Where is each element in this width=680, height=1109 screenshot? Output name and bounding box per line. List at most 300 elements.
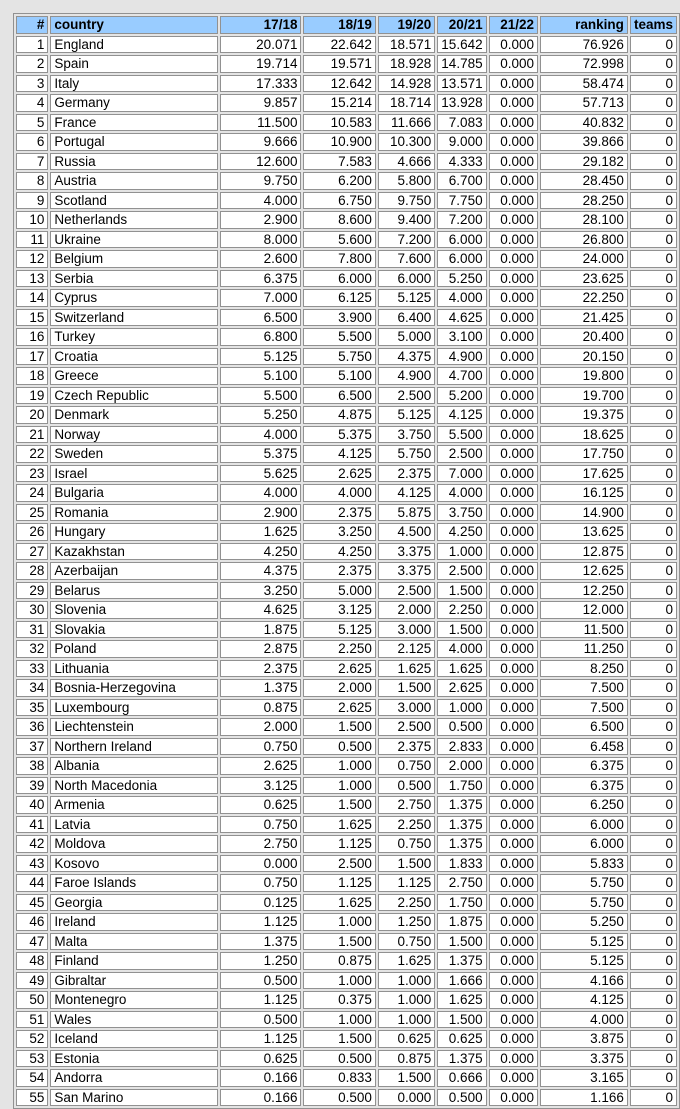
rank-cell: 24 [16,484,48,502]
season-17-18-cell: 0.166 [220,1089,302,1107]
header-row [16,16,677,34]
rank-cell: 27 [16,543,48,561]
table-row [16,796,677,814]
season-17-18-cell: 4.625 [220,601,302,619]
teams-cell: 0 [630,952,677,970]
teams-cell: 0 [630,36,677,54]
season-19-20-cell: 9.750 [378,192,435,210]
season-17-18-cell: 3.125 [220,777,302,795]
ranking-cell: 12.625 [540,562,628,580]
column-header-season-20-21: 20/21 [437,16,486,34]
season-21-22-cell: 0.000 [489,543,538,561]
season-21-22-cell: 0.000 [489,718,538,736]
season-21-22-cell: 0.000 [489,757,538,775]
ranking-cell: 6.458 [540,738,628,756]
season-20-21-cell: 2.750 [437,874,486,892]
season-18-19-cell: 2.625 [303,660,375,678]
country-cell: Latvia [50,816,217,834]
season-20-21-cell: 4.700 [437,367,486,385]
column-header-ranking: ranking [540,16,628,34]
table-row [16,426,677,444]
table-row [16,543,677,561]
rank-cell: 46 [16,913,48,931]
table-row [16,1030,677,1048]
rank-cell: 7 [16,153,48,171]
ranking-cell: 11.250 [540,640,628,658]
season-21-22-cell: 0.000 [489,289,538,307]
season-20-21-cell: 13.928 [437,94,486,112]
rank-cell: 43 [16,855,48,873]
season-20-21-cell: 1.375 [437,952,486,970]
season-17-18-cell: 0.750 [220,874,302,892]
season-21-22-cell: 0.000 [489,913,538,931]
season-17-18-cell: 0.750 [220,816,302,834]
season-18-19-cell: 3.900 [303,309,375,327]
season-19-20-cell: 0.000 [378,1089,435,1107]
season-17-18-cell: 1.875 [220,621,302,639]
season-19-20-cell: 2.500 [378,387,435,405]
table-row [16,55,677,73]
teams-cell: 0 [630,523,677,541]
season-20-21-cell: 1.750 [437,777,486,795]
season-17-18-cell: 2.375 [220,660,302,678]
ranking-cell: 4.000 [540,1011,628,1029]
season-19-20-cell: 1.625 [378,952,435,970]
season-18-19-cell: 1.500 [303,933,375,951]
season-21-22-cell: 0.000 [489,621,538,639]
season-21-22-cell: 0.000 [489,816,538,834]
season-18-19-cell: 12.642 [303,75,375,93]
country-cell: England [50,36,217,54]
season-21-22-cell: 0.000 [489,874,538,892]
season-20-21-cell: 6.700 [437,172,486,190]
season-20-21-cell: 1.500 [437,933,486,951]
season-20-21-cell: 1.625 [437,660,486,678]
season-18-19-cell: 6.750 [303,192,375,210]
table-row [16,913,677,931]
season-20-21-cell: 2.833 [437,738,486,756]
table-row [16,192,677,210]
season-18-19-cell: 6.500 [303,387,375,405]
season-19-20-cell: 5.875 [378,504,435,522]
country-cell: Albania [50,757,217,775]
season-18-19-cell: 2.250 [303,640,375,658]
season-19-20-cell: 18.928 [378,55,435,73]
season-18-19-cell: 4.000 [303,484,375,502]
season-18-19-cell: 5.375 [303,426,375,444]
table-row [16,387,677,405]
country-cell: Armenia [50,796,217,814]
table-row [16,1089,677,1107]
table-row [16,816,677,834]
table-row [16,855,677,873]
season-20-21-cell: 4.125 [437,406,486,424]
table-row [16,660,677,678]
country-cell: Netherlands [50,211,217,229]
season-20-21-cell: 6.000 [437,250,486,268]
table-row [16,250,677,268]
table-row [16,562,677,580]
ranking-cell: 13.625 [540,523,628,541]
country-cell: Russia [50,153,217,171]
season-18-19-cell: 1.125 [303,835,375,853]
teams-cell: 0 [630,1011,677,1029]
season-19-20-cell: 2.375 [378,738,435,756]
season-19-20-cell: 1.500 [378,679,435,697]
season-18-19-cell: 7.800 [303,250,375,268]
season-17-18-cell: 1.125 [220,991,302,1009]
ranking-cell: 6.000 [540,835,628,853]
table-row [16,952,677,970]
teams-cell: 0 [630,738,677,756]
season-21-22-cell: 0.000 [489,1011,538,1029]
teams-cell: 0 [630,913,677,931]
country-cell: Spain [50,55,217,73]
rank-cell: 5 [16,114,48,132]
country-cell: Iceland [50,1030,217,1048]
country-cell: Ireland [50,913,217,931]
table-row [16,1069,677,1087]
season-19-20-cell: 0.875 [378,1050,435,1068]
season-21-22-cell: 0.000 [489,75,538,93]
season-21-22-cell: 0.000 [489,972,538,990]
season-19-20-cell: 11.666 [378,114,435,132]
season-21-22-cell: 0.000 [489,348,538,366]
ranking-cell: 76.926 [540,36,628,54]
season-17-18-cell: 6.375 [220,270,302,288]
teams-cell: 0 [630,1089,677,1107]
season-18-19-cell: 2.625 [303,465,375,483]
season-21-22-cell: 0.000 [489,192,538,210]
season-18-19-cell: 1.000 [303,757,375,775]
season-20-21-cell: 3.100 [437,328,486,346]
season-17-18-cell: 1.625 [220,523,302,541]
country-cell: Norway [50,426,217,444]
season-19-20-cell: 7.600 [378,250,435,268]
season-21-22-cell: 0.000 [489,835,538,853]
country-cell: Kosovo [50,855,217,873]
season-17-18-cell: 11.500 [220,114,302,132]
season-20-21-cell: 2.500 [437,562,486,580]
country-cell: Northern Ireland [50,738,217,756]
rank-cell: 37 [16,738,48,756]
rank-cell: 2 [16,55,48,73]
column-header-teams: teams [630,16,677,34]
table-row [16,991,677,1009]
teams-cell: 0 [630,270,677,288]
season-17-18-cell: 0.625 [220,796,302,814]
rank-cell: 26 [16,523,48,541]
teams-cell: 0 [630,289,677,307]
rank-cell: 21 [16,426,48,444]
season-19-20-cell: 6.000 [378,270,435,288]
season-21-22-cell: 0.000 [489,94,538,112]
teams-cell: 0 [630,796,677,814]
season-19-20-cell: 18.571 [378,36,435,54]
country-cell: Turkey [50,328,217,346]
season-21-22-cell: 0.000 [489,250,538,268]
season-17-18-cell: 0.125 [220,894,302,912]
season-21-22-cell: 0.000 [489,406,538,424]
country-ranking-table [13,13,680,1109]
rank-cell: 42 [16,835,48,853]
rank-cell: 54 [16,1069,48,1087]
rank-cell: 29 [16,582,48,600]
country-cell: Faroe Islands [50,874,217,892]
season-17-18-cell: 6.500 [220,309,302,327]
column-header-rank: # [16,16,48,34]
season-18-19-cell: 15.214 [303,94,375,112]
ranking-cell: 6.375 [540,757,628,775]
teams-cell: 0 [630,231,677,249]
season-21-22-cell: 0.000 [489,153,538,171]
ranking-cell: 3.875 [540,1030,628,1048]
rank-cell: 4 [16,94,48,112]
ranking-cell: 16.125 [540,484,628,502]
season-17-18-cell: 0.625 [220,1050,302,1068]
teams-cell: 0 [630,991,677,1009]
country-cell: Andorra [50,1069,217,1087]
season-20-21-cell: 4.900 [437,348,486,366]
season-17-18-cell: 2.625 [220,757,302,775]
season-17-18-cell: 0.166 [220,1069,302,1087]
season-20-21-cell: 0.500 [437,1089,486,1107]
season-17-18-cell: 2.600 [220,250,302,268]
season-21-22-cell: 0.000 [489,367,538,385]
season-18-19-cell: 19.571 [303,55,375,73]
ranking-cell: 5.250 [540,913,628,931]
table-row [16,133,677,151]
season-20-21-cell: 15.642 [437,36,486,54]
season-20-21-cell: 1.000 [437,699,486,717]
country-cell: Moldova [50,835,217,853]
table-row [16,153,677,171]
table-row [16,211,677,229]
ranking-cell: 14.900 [540,504,628,522]
season-17-18-cell: 5.625 [220,465,302,483]
country-cell: Azerbaijan [50,562,217,580]
rank-cell: 1 [16,36,48,54]
season-17-18-cell: 4.000 [220,426,302,444]
ranking-cell: 5.833 [540,855,628,873]
season-21-22-cell: 0.000 [489,796,538,814]
rank-cell: 48 [16,952,48,970]
season-21-22-cell: 0.000 [489,1069,538,1087]
season-21-22-cell: 0.000 [489,582,538,600]
season-21-22-cell: 0.000 [489,1030,538,1048]
teams-cell: 0 [630,543,677,561]
ranking-cell: 17.750 [540,445,628,463]
rank-cell: 17 [16,348,48,366]
table-row [16,757,677,775]
country-cell: Slovakia [50,621,217,639]
season-18-19-cell: 5.600 [303,231,375,249]
season-18-19-cell: 6.200 [303,172,375,190]
season-21-22-cell: 0.000 [489,172,538,190]
season-21-22-cell: 0.000 [489,133,538,151]
table-row [16,874,677,892]
season-20-21-cell: 1.666 [437,972,486,990]
ranking-cell: 6.500 [540,718,628,736]
season-21-22-cell: 0.000 [489,309,538,327]
country-cell: Finland [50,952,217,970]
teams-cell: 0 [630,172,677,190]
table-row [16,718,677,736]
country-cell: Montenegro [50,991,217,1009]
season-20-21-cell: 2.000 [437,757,486,775]
table-row [16,309,677,327]
teams-cell: 0 [630,679,677,697]
country-cell: Croatia [50,348,217,366]
ranking-cell: 18.625 [540,426,628,444]
table-row [16,231,677,249]
country-cell: France [50,114,217,132]
season-21-22-cell: 0.000 [489,855,538,873]
season-19-20-cell: 5.750 [378,445,435,463]
ranking-cell: 7.500 [540,679,628,697]
teams-cell: 0 [630,387,677,405]
country-cell: Bosnia-Herzegovina [50,679,217,697]
season-19-20-cell: 4.500 [378,523,435,541]
ranking-cell: 6.375 [540,777,628,795]
season-21-22-cell: 0.000 [489,426,538,444]
season-19-20-cell: 3.375 [378,543,435,561]
season-18-19-cell: 5.750 [303,348,375,366]
season-19-20-cell: 5.000 [378,328,435,346]
rank-cell: 34 [16,679,48,697]
table-row [16,289,677,307]
ranking-cell: 72.998 [540,55,628,73]
season-17-18-cell: 9.750 [220,172,302,190]
teams-cell: 0 [630,816,677,834]
season-19-20-cell: 4.125 [378,484,435,502]
season-18-19-cell: 4.250 [303,543,375,561]
season-21-22-cell: 0.000 [489,445,538,463]
country-cell: Czech Republic [50,387,217,405]
table-row [16,504,677,522]
teams-cell: 0 [630,757,677,775]
ranking-cell: 11.500 [540,621,628,639]
season-19-20-cell: 2.000 [378,601,435,619]
season-19-20-cell: 2.500 [378,582,435,600]
teams-cell: 0 [630,153,677,171]
season-17-18-cell: 9.857 [220,94,302,112]
teams-cell: 0 [630,894,677,912]
season-17-18-cell: 17.333 [220,75,302,93]
ranking-cell: 24.000 [540,250,628,268]
rank-cell: 13 [16,270,48,288]
country-cell: Serbia [50,270,217,288]
table-row [16,601,677,619]
teams-cell: 0 [630,75,677,93]
teams-cell: 0 [630,835,677,853]
teams-cell: 0 [630,1050,677,1068]
season-18-19-cell: 1.125 [303,874,375,892]
season-18-19-cell: 0.375 [303,991,375,1009]
season-17-18-cell: 2.000 [220,718,302,736]
season-21-22-cell: 0.000 [489,231,538,249]
country-cell: Ukraine [50,231,217,249]
season-20-21-cell: 1.500 [437,621,486,639]
teams-cell: 0 [630,933,677,951]
season-20-21-cell: 1.375 [437,816,486,834]
season-21-22-cell: 0.000 [489,894,538,912]
season-19-20-cell: 2.750 [378,796,435,814]
ranking-cell: 28.100 [540,211,628,229]
ranking-cell: 20.400 [540,328,628,346]
country-cell: Liechtenstein [50,718,217,736]
season-17-18-cell: 20.071 [220,36,302,54]
ranking-cell: 3.165 [540,1069,628,1087]
season-18-19-cell: 2.625 [303,699,375,717]
rank-cell: 30 [16,601,48,619]
country-cell: Estonia [50,1050,217,1068]
table-row [16,465,677,483]
season-17-18-cell: 19.714 [220,55,302,73]
country-cell: Romania [50,504,217,522]
season-20-21-cell: 7.083 [437,114,486,132]
season-17-18-cell: 6.800 [220,328,302,346]
rank-cell: 3 [16,75,48,93]
ranking-cell: 19.800 [540,367,628,385]
ranking-cell: 5.125 [540,933,628,951]
season-19-20-cell: 2.250 [378,894,435,912]
ranking-cell: 6.250 [540,796,628,814]
column-header-country: country [50,16,217,34]
season-20-21-cell: 1.875 [437,913,486,931]
table-row [16,172,677,190]
rank-cell: 44 [16,874,48,892]
season-19-20-cell: 3.750 [378,426,435,444]
season-18-19-cell: 1.500 [303,1030,375,1048]
ranking-cell: 57.713 [540,94,628,112]
season-20-21-cell: 4.000 [437,640,486,658]
season-20-21-cell: 2.500 [437,445,486,463]
season-20-21-cell: 1.375 [437,796,486,814]
country-cell: Denmark [50,406,217,424]
country-cell: Switzerland [50,309,217,327]
rank-cell: 8 [16,172,48,190]
season-17-18-cell: 1.375 [220,679,302,697]
rank-cell: 35 [16,699,48,717]
rank-cell: 49 [16,972,48,990]
season-18-19-cell: 8.600 [303,211,375,229]
season-18-19-cell: 7.583 [303,153,375,171]
teams-cell: 0 [630,445,677,463]
season-21-22-cell: 0.000 [489,211,538,229]
season-18-19-cell: 3.125 [303,601,375,619]
teams-cell: 0 [630,367,677,385]
rank-cell: 20 [16,406,48,424]
season-17-18-cell: 5.125 [220,348,302,366]
ranking-cell: 3.375 [540,1050,628,1068]
teams-cell: 0 [630,484,677,502]
ranking-cell: 4.166 [540,972,628,990]
season-17-18-cell: 2.900 [220,211,302,229]
table-row [16,36,677,54]
season-21-22-cell: 0.000 [489,952,538,970]
season-18-19-cell: 1.000 [303,777,375,795]
rank-cell: 14 [16,289,48,307]
ranking-cell: 29.182 [540,153,628,171]
rank-cell: 41 [16,816,48,834]
table-row [16,484,677,502]
country-cell: Austria [50,172,217,190]
season-20-21-cell: 0.625 [437,1030,486,1048]
table-body [16,36,677,1107]
teams-cell: 0 [630,640,677,658]
season-17-18-cell: 4.250 [220,543,302,561]
